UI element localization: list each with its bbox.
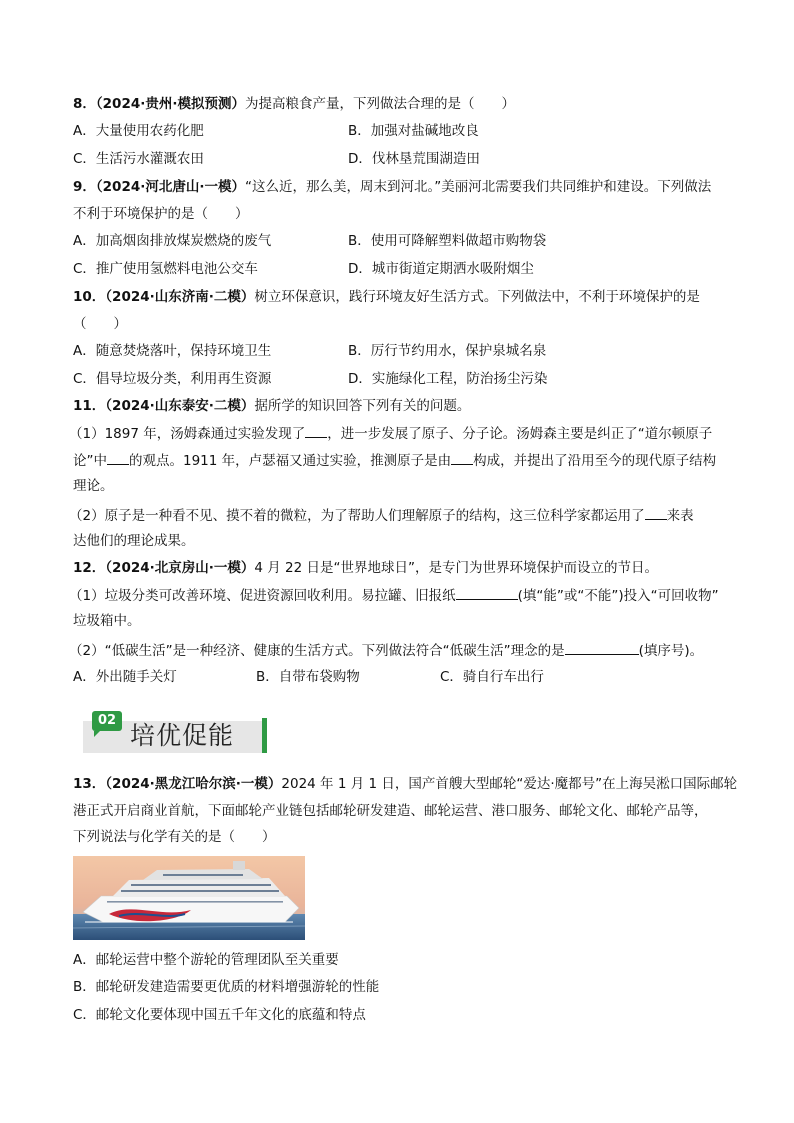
q9-option-d: D．城市街道定期洒水吸附烟尘 — [348, 261, 534, 277]
q9-stem — [73, 177, 711, 197]
q12-source: （2024·北京房山·一模） — [105, 560, 255, 576]
q12-part1-line2: 垃圾箱中。 — [73, 613, 141, 629]
q11-part1-text-b: ，进一步发展了原子、分子论。汤姆森主要是纠正了“道尔顿原子 — [327, 426, 713, 442]
answer-blank[interactable] — [565, 640, 639, 655]
q12-option-b: B．自带布袋购物 — [256, 669, 360, 685]
q10-text-1: 树立环保意识，践行环境友好生活方式。下列做法中，不利于环境保护的是 — [254, 289, 700, 305]
q10-option-c: C．倡导垃圾分类，利用再生资源 — [73, 371, 272, 387]
q11-stem — [73, 396, 470, 416]
answer-blank[interactable] — [645, 505, 667, 520]
q11-number: 11． — [73, 398, 106, 414]
q9-number: 9． — [73, 179, 96, 195]
q11-part2-text-a: （2）原子是一种看不见、摸不着的微粒，为了帮助人们理解原子的结构，这三位科学家都运用了 — [69, 508, 645, 524]
section-accent-bar — [262, 718, 267, 753]
q9-option-b: B．使用可降解塑料做超市购物袋 — [348, 233, 547, 249]
q9-text-2: 不利于环境保护的是（ ） — [73, 206, 249, 222]
q13-text-3: 下列说法与化学有关的是（ ） — [73, 829, 276, 845]
q8-option-a: A．大量使用农药化肥 — [73, 123, 204, 139]
answer-blank[interactable] — [456, 585, 518, 600]
q10-number: 10． — [73, 289, 106, 305]
q11-part1-text-d: 的观点。1911 年，卢瑟福又通过实验，推测原子是由 — [129, 453, 452, 469]
section-header — [83, 705, 267, 753]
q11-part1-text-e: 构成，并提出了沿用至今的现代原子结构 — [473, 453, 717, 469]
q11-part2-line2: 达他们的理论成果。 — [73, 533, 195, 549]
q12-part2-text-a: （2）“低碳生活”是一种经济、健康的生活方式。下列做法符合“低碳生活”理念的是 — [69, 643, 565, 659]
answer-blank[interactable] — [305, 423, 327, 438]
q12-option-c: C．骑自行车出行 — [440, 669, 544, 685]
q12-part1-line1 — [69, 585, 719, 606]
q11-part2-line1 — [69, 505, 694, 526]
q13-stem — [73, 774, 737, 794]
q9-source: （2024·河北唐山·一模） — [95, 179, 245, 195]
q8-text: 为提高粮食产量，下列做法合理的是（ ） — [245, 96, 515, 112]
q11-part1-line1 — [69, 423, 712, 444]
q8-option-b: B．加强对盐碱地改良 — [348, 123, 479, 139]
q11-text: 据所学的知识回答下列有关的问题。 — [254, 398, 471, 414]
q12-stem — [73, 558, 658, 578]
q12-part1-text-a: （1）垃圾分类可改善环境、促进资源回收利用。易拉罐、旧报纸 — [69, 588, 456, 604]
q13-source: （2024·黑龙江哈尔滨·一模） — [105, 776, 282, 792]
q13-number: 13． — [73, 776, 106, 792]
q13-option-a: A．邮轮运营中整个游轮的管理团队至关重要 — [73, 952, 339, 968]
section-number-badge: 02 — [92, 711, 122, 731]
q12-option-a: A．外出随手关灯 — [73, 669, 177, 685]
q12-part2-text-b: (填序号)。 — [638, 643, 704, 659]
q8-option-c: C．生活污水灌溉农田 — [73, 151, 204, 167]
q10-source: （2024·山东济南·二模） — [105, 289, 255, 305]
q10-stem — [73, 287, 700, 307]
section-title: 培优促能 — [130, 721, 235, 750]
q13-text-1: 2024 年 1 月 1 日，国产首艘大型邮轮“爱达·魔都号”在上海吴淞口国际邮轮 — [281, 776, 738, 792]
q11-part1-line3: 理论。 — [73, 478, 114, 494]
q12-part1-text-b: (填“能”或“不能”)投入“可回收物” — [517, 588, 719, 604]
q11-part1-line2 — [73, 450, 716, 471]
q12-number: 12． — [73, 560, 106, 576]
q11-source: （2024·山东泰安·二模） — [105, 398, 255, 414]
q10-option-a: A．随意焚烧落叶，保持环境卫生 — [73, 343, 272, 359]
q13-option-c: C．邮轮文化要体现中国五千年文化的底蕴和特点 — [73, 1007, 366, 1023]
q9-text-1: “这么近，那么美，周末到河北。”美丽河北需要我们共同维护和建设。下列做法 — [245, 179, 712, 195]
q9-option-c: C．推广使用氢燃料电池公交车 — [73, 261, 258, 277]
q12-text: 4 月 22 日是“世界地球日”，是专门为世界环境保护而设立的节日。 — [254, 560, 659, 576]
cruise-ship-image — [73, 856, 305, 940]
answer-blank[interactable] — [451, 450, 473, 465]
q8-source: （2024·贵州·模拟预测） — [95, 96, 245, 112]
q10-option-b: B．厉行节约用水，保护泉城名泉 — [348, 343, 547, 359]
q13-option-b: B．邮轮研发建造需要更优质的材料增强游轮的性能 — [73, 979, 380, 995]
q11-part1-text-a: （1）1897 年，汤姆森通过实验发现了 — [69, 426, 306, 442]
q8-option-d: D．伐林垦荒围湖造田 — [348, 151, 480, 167]
q11-part1-text-c: 论”中 — [73, 453, 107, 469]
q10-text-2: （ ） — [73, 316, 127, 332]
q13-text-2: 港正式开启商业首航，下面邮轮产业链包括邮轮研发建造、邮轮运营、港口服务、邮轮文化、邮轮产品等， — [73, 803, 708, 819]
q12-part2-line1 — [69, 640, 703, 661]
answer-blank[interactable] — [107, 450, 129, 465]
q9-option-a: A．加高烟囱排放煤炭燃烧的废气 — [73, 233, 272, 249]
q8-stem — [73, 94, 515, 114]
q10-option-d: D．实施绿化工程，防治扬尘污染 — [348, 371, 548, 387]
q8-number: 8． — [73, 96, 96, 112]
q11-part2-text-b: 来表 — [666, 508, 694, 524]
